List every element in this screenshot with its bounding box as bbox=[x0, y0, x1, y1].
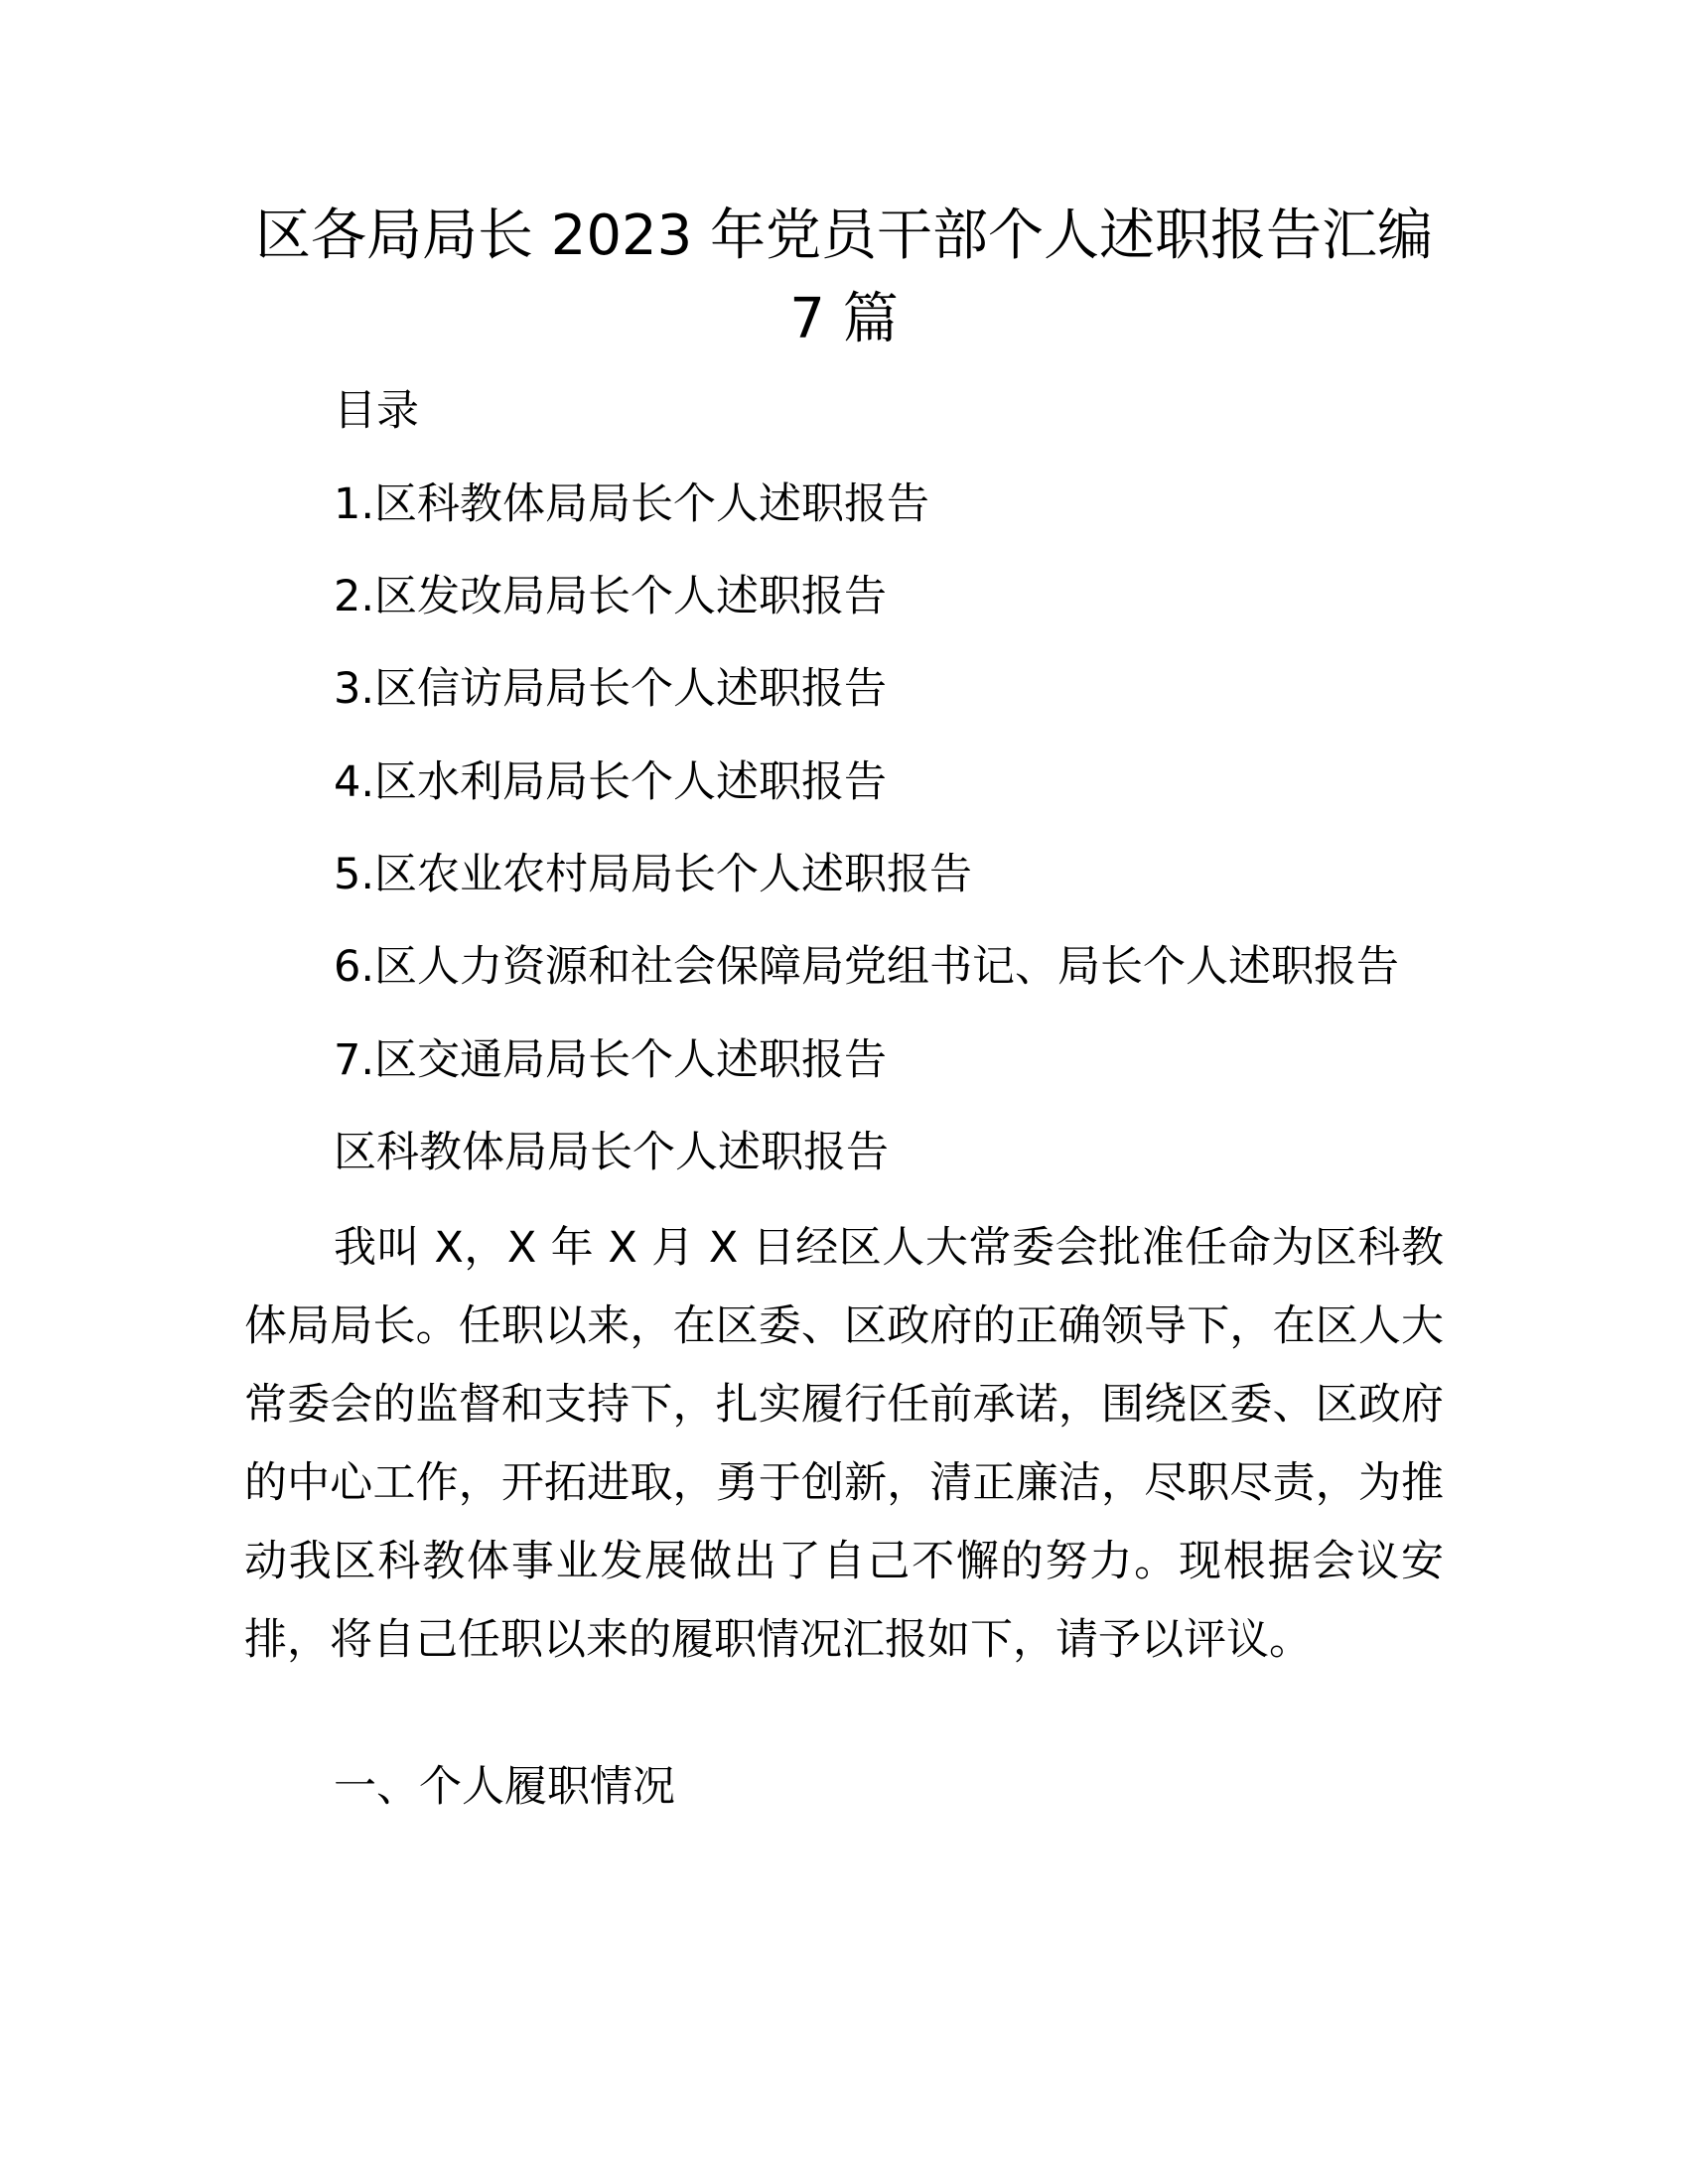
toc-item: 4.区水利局局长个人述职报告 bbox=[334, 757, 888, 807]
document-title bbox=[244, 195, 1444, 361]
toc-heading: 目录 bbox=[334, 386, 419, 436]
toc-item: 7.区交通局局长个人述职报告 bbox=[334, 1035, 888, 1085]
section-title: 区科教体局局长个人述职报告 bbox=[334, 1128, 889, 1177]
title-line-2: 7 篇 bbox=[789, 287, 899, 351]
toc-item: 3.区信访局局长个人述职报告 bbox=[334, 664, 888, 714]
toc-item: 6.区人力资源和社会保障局党组书记、局长个人述职报告 bbox=[334, 942, 1400, 992]
toc-item: 1.区科教体局局长个人述职报告 bbox=[334, 479, 930, 529]
toc-item: 2.区发改局局长个人述职报告 bbox=[334, 572, 888, 621]
body-paragraph: 我叫 X，X 年 X 月 X 日经区人大常委会批准任命为区科教体局局长。任职以来，在区委、区政府的正确领导下，在区人大常委会的监督和支持下，扎实履行任前承诺，围绕区委、区政府的中心工作，开拓进取，勇于创新，清正廉洁，尽职尽责，为推动我区科教体事业发展做出了自己不懈的努力。现根据会议安排，将自己任职以来的履职情况汇报如下，请予以评议。 bbox=[244, 1223, 1444, 1665]
title-line-1: 区各局局长 2023 年党员干部个人述职报告汇编 bbox=[254, 204, 1434, 268]
toc-item: 5.区农业农村局局长个人述职报告 bbox=[334, 850, 973, 899]
section-subheading: 一、个人履职情况 bbox=[334, 1762, 675, 1812]
